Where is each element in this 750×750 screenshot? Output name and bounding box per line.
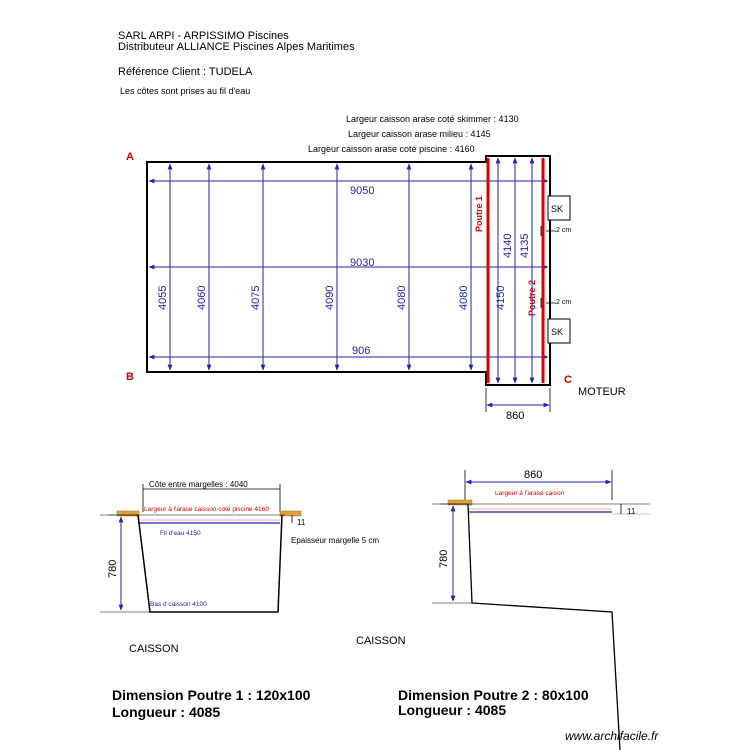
corner-b: B (126, 371, 134, 383)
beam-1-dimension: Dimension Poutre 1 : 120x100 (112, 687, 311, 703)
dim-4135-value: 4135 (519, 233, 531, 258)
arase-width-label: Largeur à l'arase caisson coté piscine 4160 (144, 506, 269, 513)
distributor-name: Distributeur ALLIANCE Piscines Alpes Maritimes (118, 41, 355, 53)
length-bottom-value: 906 (352, 345, 371, 357)
water-line-label: Fil d'eau 4150 (160, 530, 201, 537)
depth-1-value: 780 (107, 559, 119, 578)
section-2-width-value: 860 (524, 469, 543, 481)
bottom-width-label: Bas d caisson 4100 (150, 601, 207, 608)
section-2-title: CAISSON (356, 635, 406, 647)
gap-2-label: 2 cm (556, 299, 572, 306)
height-value-6: 4080 (458, 285, 470, 310)
beam-2-dimension: Dimension Poutre 2 : 80x100 (398, 687, 589, 703)
site-watermark: www.archifacile.fr (565, 729, 659, 743)
height-value-2: 4060 (196, 285, 208, 310)
section-1-title: CAISSON (129, 643, 179, 655)
offset-2-value: 11 (627, 507, 636, 516)
beam-1-label: Poutre 1 (474, 195, 484, 232)
beam-2-length: Longueur : 4085 (398, 702, 507, 718)
length-top-value: 9050 (350, 185, 375, 197)
width-860-value: 860 (506, 410, 525, 422)
width-middle-label: Largeur caisson arase milieu : 4145 (348, 129, 491, 139)
length-middle-value: 9030 (350, 257, 375, 269)
depth-2-value: 780 (438, 549, 450, 568)
beam-1-length: Longueur : 4085 (112, 704, 221, 720)
company-name: SARL ARPI - ARPISSIMO Piscines (118, 30, 289, 42)
offset-1-value: 11 (297, 518, 306, 527)
skimmer-1-label: SK (551, 204, 564, 214)
measure-note: Les côtes sont prises au fil d'eau (120, 86, 251, 96)
height-value-1: 4055 (157, 285, 169, 310)
skimmer-2-label: SK (551, 327, 564, 337)
height-value-4: 4090 (324, 285, 336, 310)
height-value-3: 4075 (250, 285, 262, 310)
motor-label: MOTEUR (578, 386, 626, 398)
section-2-arase-label: Largeur à l'arase caison (495, 490, 565, 497)
corner-c: C (564, 374, 572, 386)
corner-a: A (126, 151, 134, 163)
beam-2-label: Poutre 2 (527, 279, 537, 316)
width-skimmer-label: Largeur caisson arase coté skimmer : 4130 (346, 114, 519, 124)
height-value-5: 4080 (396, 285, 408, 310)
margin-width-label: Côte entre margelles : 4040 (149, 480, 248, 489)
dim-4140-value: 4140 (502, 233, 514, 258)
dim-4150-value: 4150 (495, 285, 507, 310)
pool-outline (147, 156, 550, 385)
width-pool-label: Largeur caisson arase coté piscine : 4160 (308, 144, 475, 154)
gap-1-label: 2 cm (556, 227, 572, 234)
margin-thickness-label: Epaisseur margelle 5 cm (291, 536, 380, 545)
client-reference: Référence Client : TUDELA (118, 66, 253, 78)
